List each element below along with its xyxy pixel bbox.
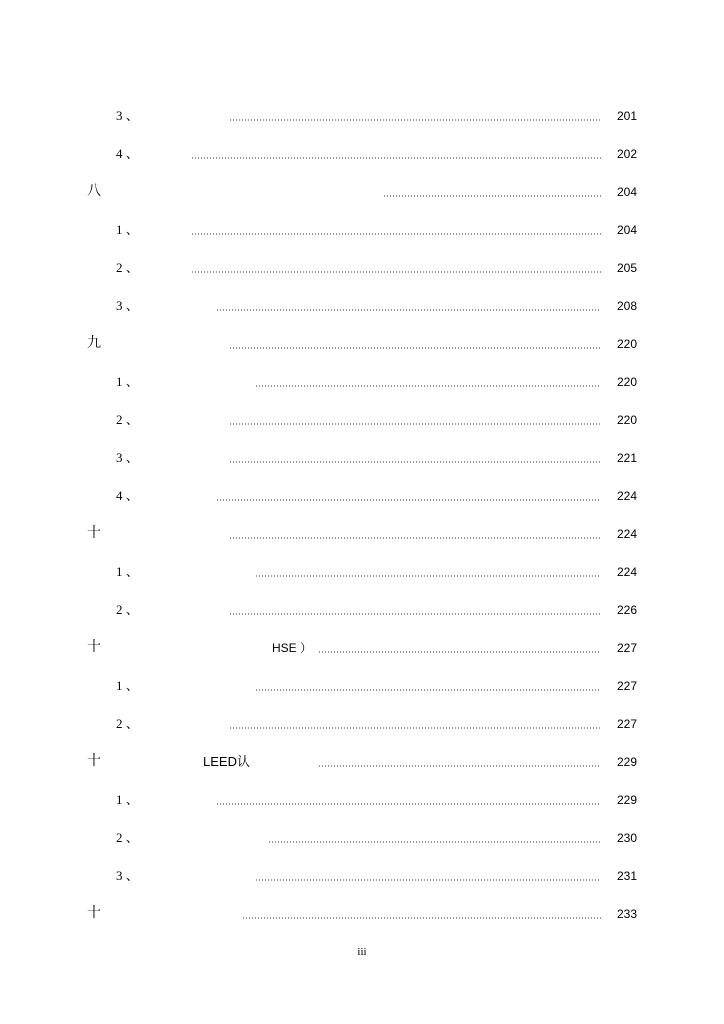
toc-entry xyxy=(0,714,724,734)
toc-entry xyxy=(0,486,724,506)
entry-number: 3 、 xyxy=(116,108,139,123)
entry-page-number: 226 xyxy=(616,603,637,617)
dot-leader xyxy=(318,765,601,767)
page-footer-number: iii xyxy=(357,946,367,958)
entry-page-number: 204 xyxy=(616,185,637,199)
entry-page-number: 201 xyxy=(616,109,637,123)
toc-entry xyxy=(0,524,724,544)
entry-number: 2 、 xyxy=(116,830,139,845)
toc-entry xyxy=(0,752,724,772)
toc-entry xyxy=(0,334,724,354)
dot-leader xyxy=(191,157,601,159)
toc-entry xyxy=(0,106,724,126)
dot-leader xyxy=(229,461,601,463)
entry-page-number: 227 xyxy=(616,641,637,655)
dot-leader xyxy=(255,689,601,691)
entry-page-number: 205 xyxy=(616,261,637,275)
entry-page-number: 231 xyxy=(616,869,637,883)
entry-number: 2 、 xyxy=(116,602,139,617)
entry-number: 1 、 xyxy=(116,222,139,237)
entry-page-number: 220 xyxy=(616,413,637,427)
toc-entry xyxy=(0,600,724,620)
entry-chapter: 十 xyxy=(87,640,101,655)
entry-number: 1 、 xyxy=(116,678,139,693)
entry-page-number: 220 xyxy=(616,375,637,389)
entry-number: 2 、 xyxy=(116,412,139,427)
entry-number: 1 、 xyxy=(116,792,139,807)
toc-entry xyxy=(0,904,724,924)
toc-entry xyxy=(0,676,724,696)
entry-page-number: 227 xyxy=(616,679,637,693)
dot-leader xyxy=(191,233,601,235)
dot-leader xyxy=(191,271,601,273)
toc-entry xyxy=(0,144,724,164)
toc-entry xyxy=(0,790,724,810)
entry-page-number: 227 xyxy=(616,717,637,731)
entry-chapter: 九 xyxy=(87,336,101,351)
dot-leader xyxy=(383,195,601,197)
entry-title-fragment: LEED认 xyxy=(203,754,250,769)
entry-page-number: 224 xyxy=(616,489,637,503)
entry-chapter: 十 xyxy=(87,754,101,769)
entry-chapter: 八 xyxy=(87,184,101,199)
entry-page-number: 229 xyxy=(616,793,637,807)
entry-title-fragment: HSE ） xyxy=(272,641,313,655)
entry-chapter: 十 xyxy=(87,906,101,921)
toc-entry xyxy=(0,296,724,316)
entry-page-number: 220 xyxy=(616,337,637,351)
entry-page-number: 233 xyxy=(616,907,637,921)
toc-entry xyxy=(0,182,724,202)
entry-number: 3 、 xyxy=(116,868,139,883)
dot-leader xyxy=(216,499,601,501)
toc-entry xyxy=(0,562,724,582)
dot-leader xyxy=(229,537,601,539)
toc-entry xyxy=(0,638,724,658)
dot-leader xyxy=(229,119,601,121)
entry-page-number: 202 xyxy=(616,147,637,161)
toc-entry xyxy=(0,410,724,430)
dot-leader xyxy=(255,575,601,577)
dot-leader xyxy=(255,385,601,387)
toc-entry xyxy=(0,258,724,278)
entry-page-number: 221 xyxy=(616,451,637,465)
entry-number: 2 、 xyxy=(116,716,139,731)
dot-leader xyxy=(216,803,601,805)
dot-leader xyxy=(318,651,601,653)
toc-entry xyxy=(0,372,724,392)
dot-leader xyxy=(229,613,601,615)
dot-leader xyxy=(229,347,601,349)
dot-leader xyxy=(229,423,601,425)
dot-leader xyxy=(242,917,601,919)
toc-entry xyxy=(0,828,724,848)
entry-page-number: 208 xyxy=(616,299,637,313)
dot-leader xyxy=(216,309,601,311)
entry-number: 2 、 xyxy=(116,260,139,275)
toc-entry xyxy=(0,220,724,240)
dot-leader xyxy=(268,841,601,843)
entry-number: 1 、 xyxy=(116,564,139,579)
entry-page-number: 224 xyxy=(616,527,637,541)
entry-page-number: 204 xyxy=(616,223,637,237)
entry-number: 4 、 xyxy=(116,146,139,161)
dot-leader xyxy=(229,727,601,729)
entry-page-number: 230 xyxy=(616,831,637,845)
entry-number: 3 、 xyxy=(116,450,139,465)
entry-number: 1 、 xyxy=(116,374,139,389)
entry-number: 3 、 xyxy=(116,298,139,313)
entry-page-number: 229 xyxy=(616,755,637,769)
toc-entry xyxy=(0,866,724,886)
entry-page-number: 224 xyxy=(616,565,637,579)
entry-chapter: 十 xyxy=(87,526,101,541)
entry-number: 4 、 xyxy=(116,488,139,503)
dot-leader xyxy=(255,879,601,881)
toc-entry xyxy=(0,448,724,468)
